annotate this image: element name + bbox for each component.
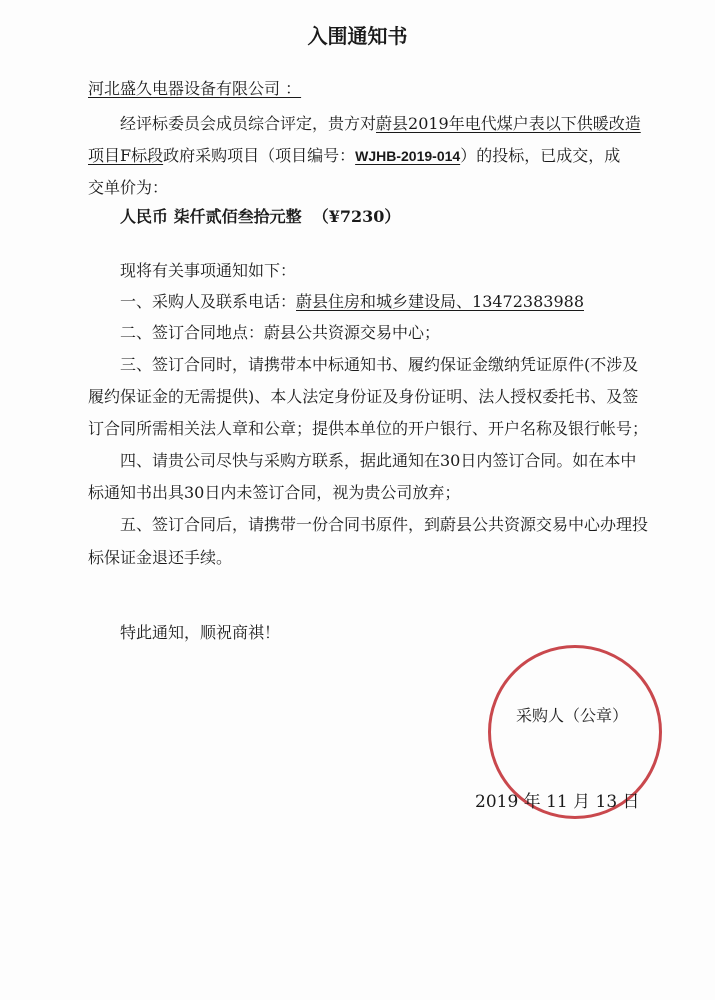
para1-line2 — [88, 146, 620, 166]
price-currency: 人民币 — [120, 207, 169, 226]
project-number: WJHB-2019-014 — [355, 148, 461, 164]
price-words: 柒仟贰佰叁拾元整 — [173, 207, 302, 226]
project-section: 项目F标段 — [88, 146, 164, 165]
para1-intro: 经评标委员会成员综合评定，贵方对 — [120, 114, 377, 133]
para1-mid: 政府采购项目（项目编号： — [163, 146, 356, 165]
item-2: 二、签订合同地点：蔚县公共资源交易中心； — [120, 323, 441, 342]
price-line — [120, 207, 400, 227]
item-5-line1: 五、签订合同后，请携带一份合同书原件，到蔚县公共资源交易中心办理投 — [120, 515, 649, 534]
item-3-line3: 订合同所需相关法人章和公章；提供本单位的开户银行、开户名称及银行帐号； — [88, 419, 649, 438]
date: 2019 年 11 月 13 日 — [475, 792, 640, 812]
item-4-line1: 四、请贵公司尽快与采购方联系，据此通知在30日内签订合同。如在本中 — [120, 451, 637, 470]
item-5-line2: 标保证金退还手续。 — [88, 548, 233, 567]
recipient: 河北盛久电器设备有限公司 ： — [88, 79, 302, 98]
para1-line1 — [120, 114, 641, 134]
item-3-line1: 三、签订合同时，请携带本中标通知书、履约保证金缴纳凭证原件(不涉及 — [120, 355, 639, 374]
closing: 特此通知，顺祝商祺！ — [120, 623, 281, 642]
project-name: 蔚县2019年电代煤户表以下供暖改造 — [376, 114, 641, 133]
item-1 — [120, 292, 584, 312]
item-3-line2: 履约保证金的无需提供)、本人法定身份证及身份证明、法人授权委托书、及签 — [88, 387, 639, 406]
item-1-label: 一、采购人及联系电话： — [120, 292, 297, 311]
notice-intro: 现将有关事项通知如下： — [120, 261, 297, 280]
item-1-value: 蔚县住房和城乡建设局、13472383988 — [296, 292, 584, 311]
para1-tail: ）的投标，已成交，成 — [460, 146, 621, 165]
para1-line3: 交单价为： — [88, 178, 169, 197]
document-title: 入围通知书 — [307, 24, 408, 48]
signature-label: 采购人（公章） — [516, 706, 629, 725]
item-4-line2: 标通知书出具30日内未签订合同，视为贵公司放弃； — [88, 483, 461, 502]
price-amount: （¥7230） — [312, 207, 401, 226]
